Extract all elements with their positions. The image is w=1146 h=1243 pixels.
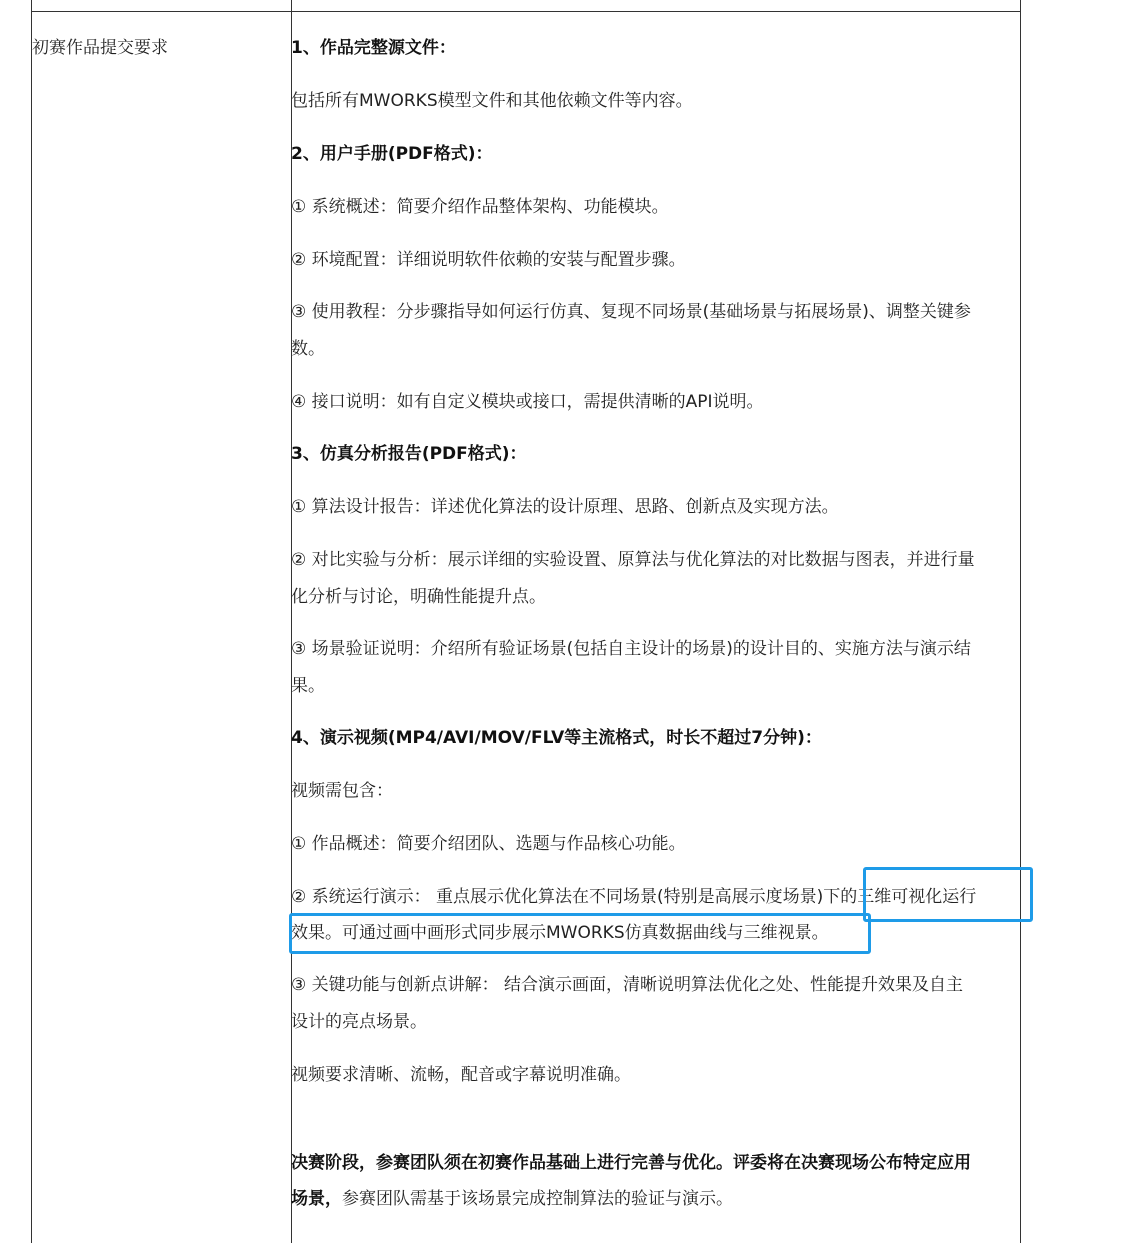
list-item-continuation: 化分析与讨论，明确性能提升点。 — [291, 587, 546, 607]
list-item: ④ 接口说明：如有自定义模块或接口，需提供清晰的API说明。 — [291, 392, 764, 412]
row-label: 初赛作品提交要求 — [32, 38, 168, 58]
list-item: ③ 场景验证说明：介绍所有验证场景(包括自主设计的场景)的设计目的、实施方法与演示结 — [291, 639, 971, 659]
section-heading-analysis-report: 3、仿真分析报告(PDF格式)： — [291, 444, 527, 464]
final-stage-paragraph-continuation — [291, 1187, 733, 1211]
section-heading-demo-video: 4、演示视频(MP4/AVI/MOV/FLV等主流格式，时长不超过7分钟)： — [291, 728, 822, 748]
section-heading-source-files: 1、作品完整源文件： — [291, 38, 456, 58]
table-row-divider — [31, 11, 1021, 12]
list-item: ② 对比实验与分析：展示详细的实验设置、原算法与优化算法的对比数据与图表，并进行量 — [291, 550, 975, 570]
final-stage-paragraph: 决赛阶段，参赛团队须在初赛作品基础上进行完善与优化。评委将在决赛现场公布特定应用 — [291, 1153, 971, 1173]
list-item: ② 环境配置：详细说明软件依赖的安装与配置步骤。 — [291, 250, 686, 270]
section-heading-user-manual: 2、用户手册(PDF格式)： — [291, 144, 493, 164]
list-item: ① 算法设计报告：详述优化算法的设计原理、思路、创新点及实现方法。 — [291, 497, 839, 517]
table-border-right — [1020, 0, 1021, 1243]
paragraph: 视频需包含： — [291, 781, 393, 801]
list-item-continuation: 效果。可通过画中画形式同步展示MWORKS仿真数据曲线与三维视景。 — [291, 923, 829, 943]
list-item: ③ 关键功能与创新点讲解： 结合演示画面，清晰说明算法优化之处、性能提升效果及自主 — [291, 975, 964, 995]
list-item-continuation: 果。 — [291, 676, 325, 696]
list-item-continuation: 设计的亮点场景。 — [291, 1012, 427, 1032]
table-border-left — [31, 0, 32, 1243]
list-item: ③ 使用教程：分步骤指导如何运行仿真、复现不同场景(基础场景与拓展场景)、调整关键参 — [291, 302, 971, 322]
highlight-box-lower — [289, 913, 871, 954]
list-item: ① 作品概述：简要介绍团队、选题与作品核心功能。 — [291, 834, 686, 854]
table-column-divider — [291, 0, 292, 1243]
list-item: ② 系统运行演示： 重点展示优化算法在不同场景(特别是高展示度场景)下的三维可视化运行 — [291, 887, 977, 907]
paragraph: 包括所有MWORKS模型文件和其他依赖文件等内容。 — [291, 91, 693, 111]
bold-text: 场景， — [291, 1189, 342, 1209]
regular-text: 参赛团队需基于该场景完成控制算法的验证与演示。 — [342, 1189, 733, 1209]
highlight-box-upper — [863, 867, 1033, 922]
list-item: ① 系统概述：简要介绍作品整体架构、功能模块。 — [291, 197, 669, 217]
list-item-continuation: 数。 — [291, 339, 325, 359]
paragraph: 视频要求清晰、流畅，配音或字幕说明准确。 — [291, 1065, 631, 1085]
